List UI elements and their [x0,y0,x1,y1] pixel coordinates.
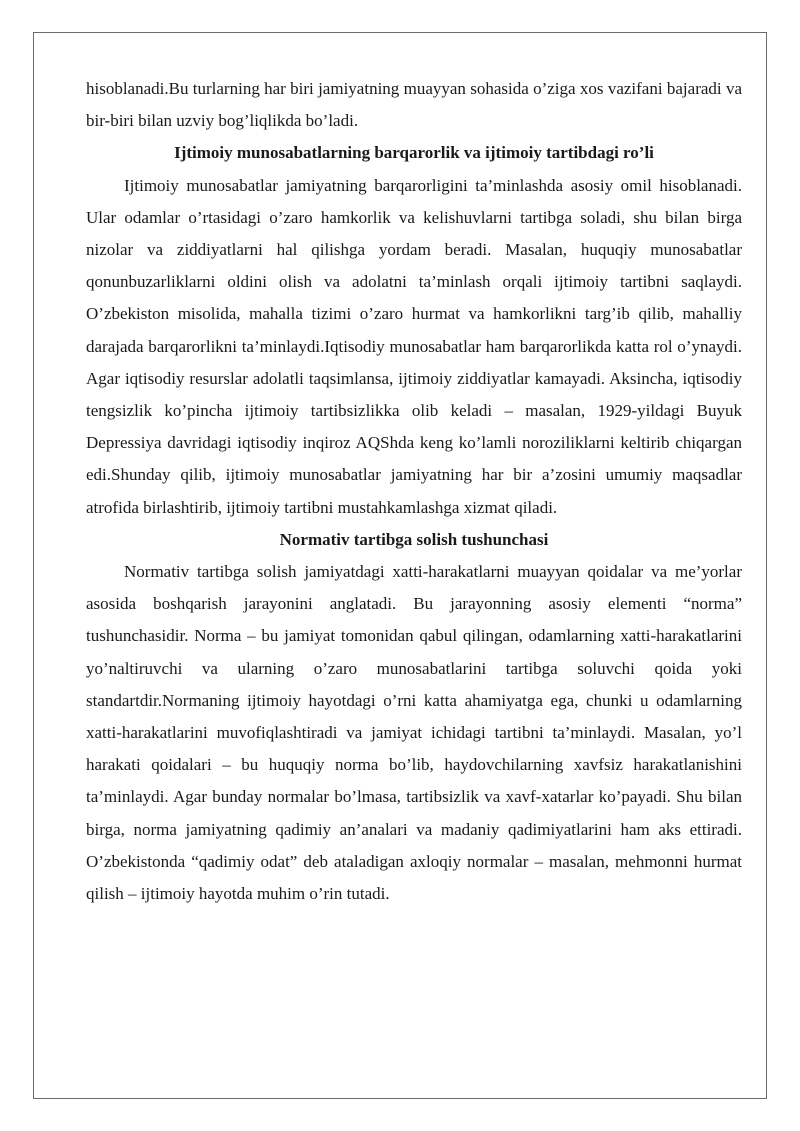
paragraph-normative-regulation: Normativ tartibga solish jamiyatdagi xatti-harakatlarni muayyan qoidalar va me’yorlar asosida boshqarish jarayonini anglatadi. Bu jarayonning asosiy elementi “norma” tushunchasidir. Norma – bu jamiyat tomonidan qabul qilingan, odamlarning xatti-harakatlarini yo’naltiruvchi va ularning o’zaro munosabatlarini tartibga soluvchi qoida yoki standartdir.Normaning ijtimoiy hayotdagi o’rni katta ahamiyatga ega, chunki u odamlarning xatti-harakatlarini muvofiqlashtiradi va jamiyat ichidagi tartibni ta’minlaydi. Masalan, yo’l harakati qoidalari – bu huquqiy norma bo’lib, haydovchilarning xavfsiz harakatlanishini ta’minlaydi. Agar bunday normalar bo’lmasa, tartibsizlik va xavf-xatarlar ko’payadi. Shu bilan birga, norma jamiyatning qadimiy an’analari va madaniy qadimiyatlarini ham aks ettiradi. O’zbekistonda “qadimiy odat” deb ataladigan axloqiy normalar – masalan, mehmonni hurmat qilish – ijtimoiy hayotda muhim o’rin tutadi. [86,562,742,904]
section-heading-normative-regulation: Normativ tartibga solish tushunchasi [279,529,549,549]
paragraph-social-relations: Ijtimoiy munosabatlar jamiyatning barqarorligini ta’minlashda asosiy omil hisoblanadi. Ular odamlar o’rtasidagi o’zaro hamkorlik va kelishuvlarni tartibga soladi, shu bilan birga nizolar va ziddiyatlarni hal qilishga yordam beradi. Masalan, huquqiy munosabatlar qonunbuzarliklarni oldini olish va adolatni ta’minlash orqali ijtimoiy tartibni saqlaydi. O’zbekiston misolida, mahalla tizimi o’zaro hurmat va hamkorlikni targ’ib qilib, mahalliy darajada barqarorlikni ta’minlaydi.Iqtisodiy munosabatlar ham barqarorlikda katta rol o’ynaydi. Agar iqtisodiy resurslar adolatli taqsimlansa, ijtimoiy ziddiyatlar kamayadi. Aksincha, iqtisodiy tengsizlik ko’pincha ijtimoiy tartibsizlikka olib keladi – masalan, 1929-yildagi Buyuk Depressiya davridagi iqtisodiy inqiroz AQShda keng ko’lamli noroziliklarni keltirib chiqargan edi.Shunday qilib, ijtimoiy munosabatlar jamiyatning har bir a’zosini umumiy maqsadlar atrofida birlashtirib, ijtimoiy tartibni mustahkamlashga xizmat qiladi. [86,175,742,517]
document-body [86,73,742,910]
section-heading-social-relations: Ijtimoiy munosabatlarning barqarorlik va ijtimoiy tartibdagi ro’li [174,143,654,163]
intro-paragraph: hisoblanadi.Bu turlarning har biri jamiyatning muayyan sohasida o’ziga xos vazifani bajaradi va bir-biri bilan uzviy bog’liqlikda bo’ladi. [86,79,742,131]
